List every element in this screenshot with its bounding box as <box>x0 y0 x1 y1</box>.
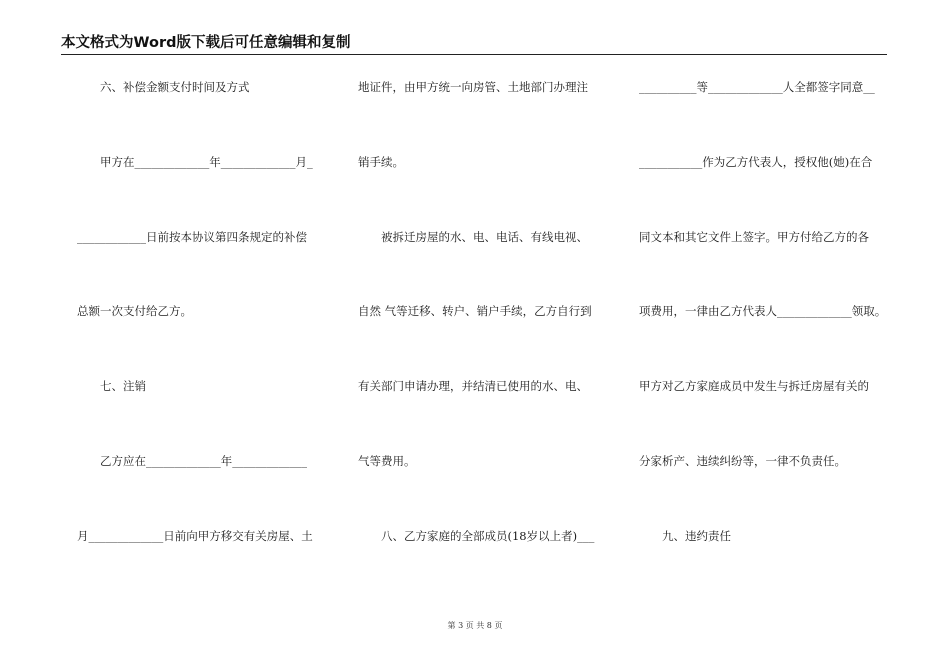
text-line: 甲方对乙方家庭成员中发生与拆迁房屋有关的 <box>639 379 869 393</box>
text-line: ___________作为乙方代表人，授权他(她)在合 <box>639 155 873 169</box>
text-line: 同文本和其它文件上签字。甲方付给乙方的各 <box>639 230 869 244</box>
text-line: 月_____________日前向甲方移交有关房屋、土 <box>77 529 313 543</box>
text-line: 七、注销 <box>100 379 146 393</box>
text-line: 自然 气等迁移、转户、销户手续，乙方自行到 <box>358 304 592 318</box>
header-divider <box>61 54 887 55</box>
text-line: 甲方在_____________年_____________月_ <box>100 155 313 169</box>
text-line: 九、违约责任 <box>662 529 731 543</box>
text-line: 八、乙方家庭的全部成员(18岁以上者)___ <box>381 529 595 543</box>
text-line: 销手续。 <box>358 155 404 169</box>
text-line: 地证件，由甲方统一向房管、土地部门办理注 <box>358 80 588 94</box>
text-line: ____________日前按本协议第四条规定的补偿 <box>77 230 307 244</box>
text-line: 总额一次支付给乙方。 <box>77 304 192 318</box>
text-line: 乙方应在_____________年_____________ <box>100 454 307 468</box>
text-line: 项费用，一律由乙方代表人_____________领取。 <box>639 304 887 318</box>
document-header-title: 本文格式为Word版下载后可任意编辑和复制 <box>61 35 351 51</box>
text-line: 被拆迁房屋的水、电、电话、有线电视、 <box>381 230 588 244</box>
page-number: 第 3 页 共 8 页 <box>447 621 503 630</box>
text-line: __________等_____________人全都签字同意__ <box>639 80 875 94</box>
text-line: 有关部门申请办理，并结清已使用的水、电、 <box>358 379 588 393</box>
text-line: 气等费用。 <box>358 454 416 468</box>
text-line: 分家析产、违续纠纷等，一律不负责任。 <box>639 454 846 468</box>
text-line: 六、补偿金额支付时间及方式 <box>100 80 250 94</box>
